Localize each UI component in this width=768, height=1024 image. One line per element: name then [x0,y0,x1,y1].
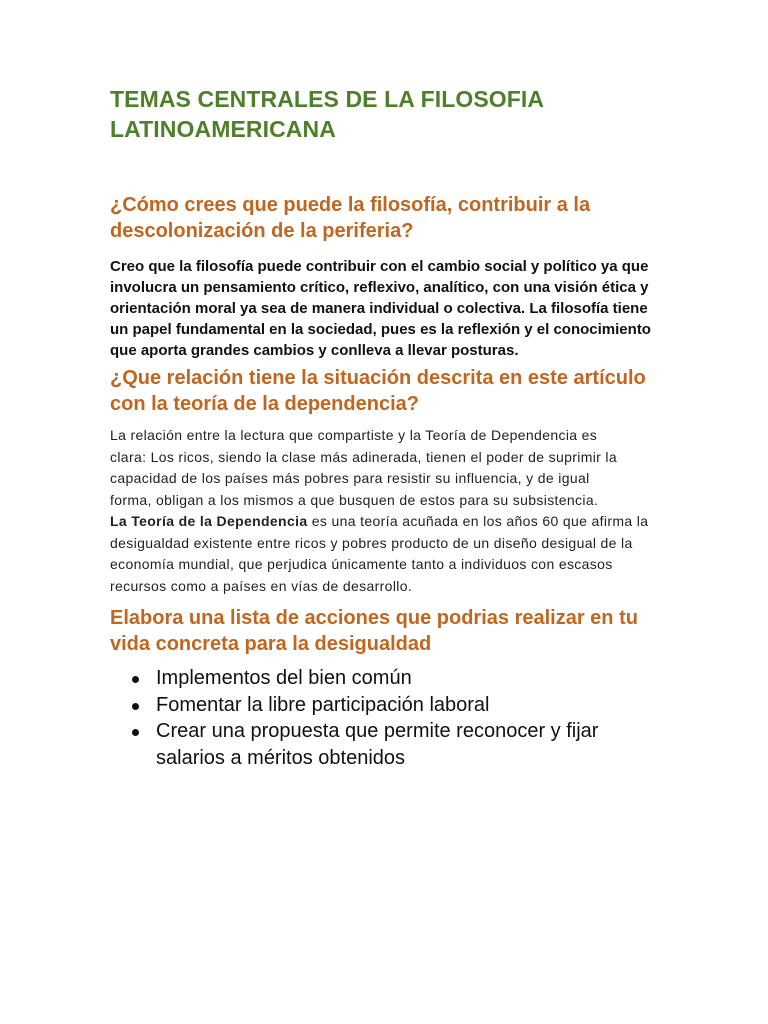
question-2-heading: ¿Que relación tiene la situación descrita en este artículo con la teoría de la dependencia? [110,367,646,415]
answer-2-paragraph: La relación entre la lectura que compartiste y la Teoría de Dependencia es clara: Los ricos, siendo la clase más adinerada, tienen el poder de suprimir la capacidad de los países más pobres para resistir su influencia, y de igual forma, obligan a los mismos a que busquen de estos para su subsistencia. [110,427,618,508]
list-item-text: Implementos del bien común [156,667,412,689]
list-item [132,665,672,692]
dependency-theory-paragraph [110,511,650,597]
answer-1-paragraph: Creo que la filosofía puede contribuir con el cambio social y político ya que involucra un pensamiento crítico, reflexivo, analítico, con una visión ética y orientación moral ya sea de manera individual o colectiva. La filosofía tiene un papel fundamental en la sociedad, pues es la reflexión y el conocimiento que aporta grandes cambios y conlleva a llevar posturas. [110,258,651,359]
dependency-theory-term: La Teoría de la Dependencia [110,513,308,529]
question-3-heading: Elabora una lista de acciones que podrias realizar en tu vida concreta para la desigualdad [110,607,638,655]
list-item [132,692,672,719]
list-item [132,718,672,771]
document-title: TEMAS CENTRALES DE LA FILOSOFIA LATINOAMERICANA [110,86,544,142]
list-item-text: Crear una propuesta que permite reconocer y fijar salarios a méritos obtenidos [156,720,599,769]
list-item-text: Fomentar la libre participación laboral [156,693,490,716]
bullet-icon [132,729,139,736]
question-1-heading: ¿Cómo crees que puede la filosofía, contribuir a la descolonización de la periferia? [110,194,591,242]
document-page [110,84,670,771]
dependency-theory-definition: es una teoría acuñada en los años 60 que afirma la desigualdad existente entre ricos y pobres producto de un diseño desigual de la economía mundial, que perjudica únicamente tanto a individuos con escasos recursos como a países en vías de desarrollo. [110,513,649,594]
bullet-icon [132,703,139,710]
bullet-icon [132,676,139,683]
actions-list [110,665,672,771]
